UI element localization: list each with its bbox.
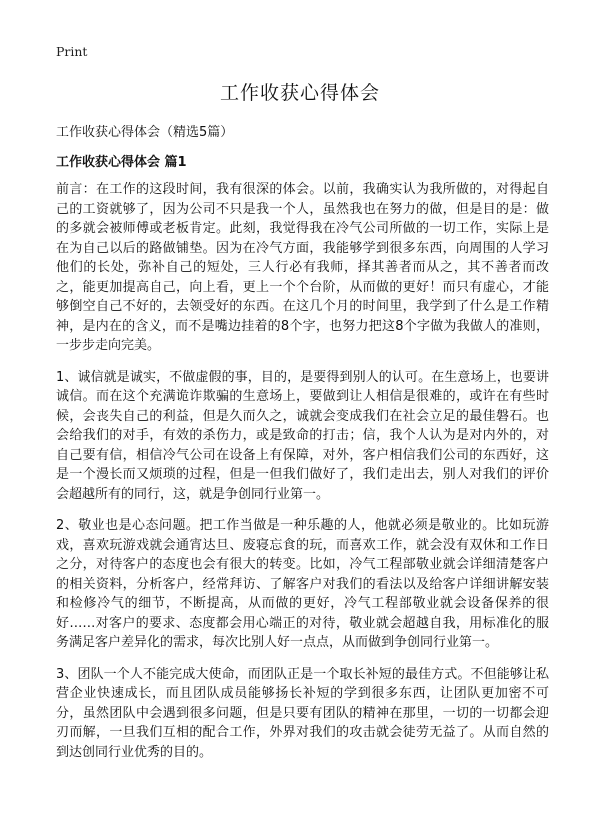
document-subtitle: 工作收获心得体会（精选5篇） [56,125,234,140]
section-heading: 工作收获心得体会 篇1 [56,155,187,170]
paragraph-dedication: 2、敬业也是心态问题。把工作当做是一种乐趣的人，他就必须是敬业的。比如玩游戏，喜欢玩游戏就会通宵达旦、废寝忘食的玩，而喜欢工作，就会没有双休和工作日之分，对待客户的态度也会有很大的转变。比如，冷气工程部敬业就会详细清楚客户的相关资料，分析客户，经常拜访、了解客户对我们的看法以及给客户详细讲解安装和检修冷气的细节，不断提高，从而做的更好，冷气工程部敬业就会设备保养的很好……对客户的要求、态度都会用心端正的对待，敬业就会超越自我，用标准化的服务满足客户差异化的需求，每次比别人好一点点，从而做到争创同行业第一。 [56,518,549,650]
print-link[interactable]: Print [56,44,88,59]
paragraph-preface: 前言：在工作的这段时间，我有很深的体会。以前，我确实认为我所做的，对得起自己的工资就够了，因为公司不只是我一个人，虽然我也在努力的做，但是目的是：做的多就会被师傅或老板肯定。此刻，我觉得我在冷气公司所做的一切工作，实际上是在为自己以后的路做铺垫。因为在冷气方面，我能够学到很多东西，向周围的人学习他们的长处，弥补自己的短处，三人行必有我师，择其善者而从之，其不善者而改之，能更加提高自己，向上看，更上一个个台阶，从而做的更好！而只有虚心，才能够倒空自己不好的，去领受好的东西。在这几个月的时间里，我学到了什么是工作精神，是内在的含义，而不是嘴边挂着的8个字，也努力把这8个字做为我做人的准则，一步步走向完美。 [56,182,549,353]
paragraph-teamwork: 3、团队一个人不能完成大使命，而团队正是一个取长补短的最佳方式。不但能够让私营企业快速成长，而且团队成员能够扬长补短的学到很多东西，让团队更加密不可分，虽然团队中会遇到很多问题，但是只要有团队的精神在那里，一切的一切都会迎刃而解，一旦我们互相的配合工作，外界对我们的攻击就会徒劳无益了。从而自然的到达创同行业优秀的目的。 [56,666,549,760]
page-title: 工作收获心得体会 [219,82,380,104]
paragraph-integrity: 1、诚信就是诚实，不做虚假的事，目的，是要得到别人的认可。在生意场上，也要讲诚信。而在这个充满诡诈欺骗的生意场上，要做到让人相信是很难的，或许在有些时候，会丧失自己的利益，但是久而久之，诚就会变成我们在社会立足的最佳磐石。也会给我们的对手，有效的杀伤力，或是致命的打击；信，我个人认为是对内外的，对自己要有信，相信冷气公司在设备上有保障，对外，客户相信我们公司的东西好，这是一个漫长而又烦琐的过程，但是一但我们做好了，我们走出去，别人对我们的评价会超越所有的同行，这，就是争创同行业第一。 [56,369,549,502]
article-body [56,180,549,774]
